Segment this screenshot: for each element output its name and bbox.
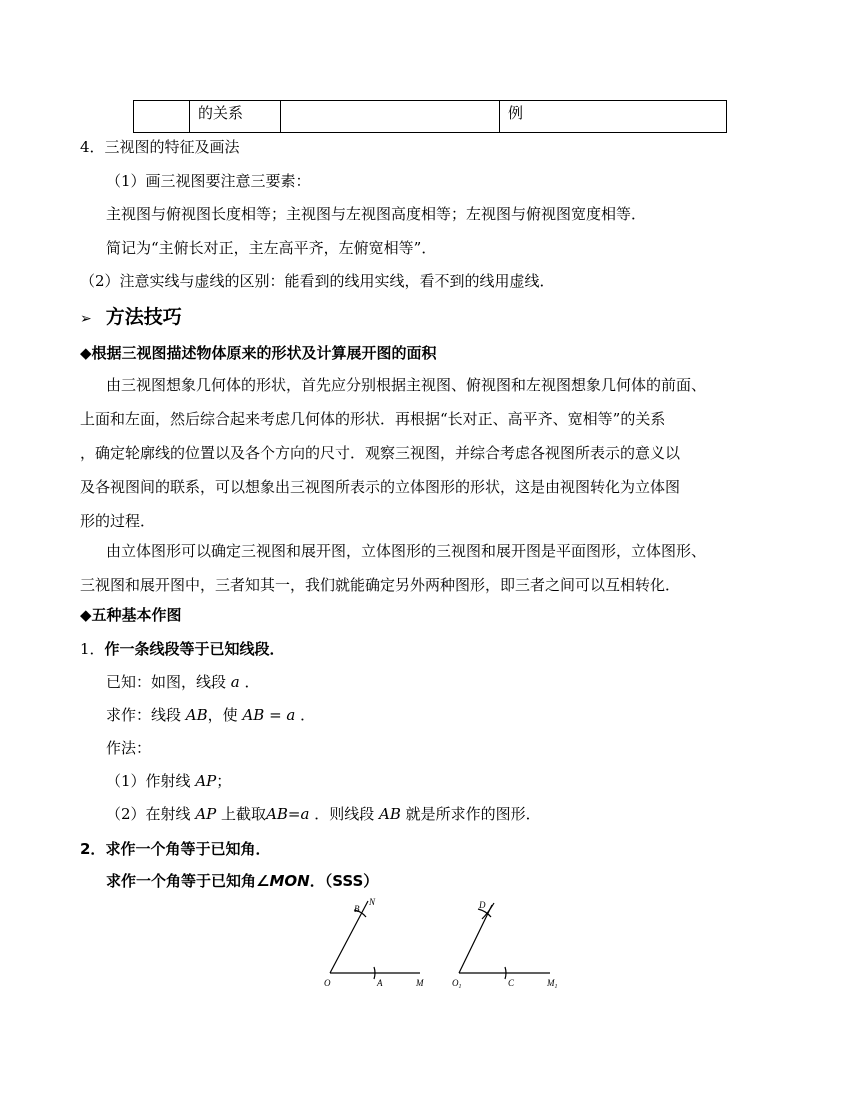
angle-construction-figure — [318, 895, 568, 995]
text: ．（SSS） — [309, 872, 379, 890]
table-cell: 的关系 — [190, 101, 281, 133]
construction2-title — [80, 838, 270, 859]
text: 就是所求作的图形． — [405, 805, 541, 823]
variable: AB — [185, 706, 208, 724]
original-angle-diagram — [330, 901, 420, 979]
given-line — [106, 671, 260, 692]
label-o1: $O_1$ — [452, 978, 462, 990]
bullet-arrow-icon: ➢ — [80, 311, 92, 327]
text: ，使 — [207, 706, 238, 724]
text: （1）作射线 — [106, 772, 191, 790]
find-line — [106, 704, 315, 725]
topic1-paragraph2 — [80, 534, 782, 602]
step1 — [106, 770, 231, 791]
ray-o1d — [459, 905, 492, 973]
label-n: N — [369, 897, 376, 907]
construction-title: 求作一个角等于已知角． — [105, 840, 271, 858]
topic2-heading: ◆五种基本作图 — [80, 606, 182, 624]
variable: a — [230, 673, 240, 691]
ray-on — [330, 901, 368, 973]
step2 — [106, 803, 541, 824]
label-d: D — [479, 900, 486, 910]
method-label: 作法： — [106, 739, 152, 757]
paragraph-line: 及各视图间的联系，可以想象出三视图所表示的立体图形的形状，这是由视图转化为立体图 — [80, 478, 681, 496]
text: ． — [300, 706, 316, 724]
paragraph-line: 由三视图想象几何体的形状，首先应分别根据主视图、俯视图和左视图想象几何体的前面、 — [106, 376, 707, 394]
label-c: C — [508, 978, 515, 988]
text: ．则线段 — [314, 805, 375, 823]
construction2-subtitle — [106, 870, 378, 891]
label-m1: $M_1$ — [547, 978, 558, 990]
text: 求作：线段 — [106, 706, 182, 724]
constructed-angle-diagram — [459, 903, 550, 979]
table-cell: 例 — [500, 101, 727, 133]
variable: AB — [379, 805, 401, 823]
methods-heading — [80, 302, 182, 329]
section4-mnemonic: 简记为“主俯长对正，主左高平齐，左俯宽相等”． — [106, 239, 437, 257]
text: （2）在射线 — [106, 805, 191, 823]
table-cell — [134, 101, 190, 133]
table-cell — [281, 101, 500, 133]
variable: AB — [242, 706, 265, 724]
construction1-title — [80, 638, 285, 659]
variable: MON — [269, 872, 310, 890]
label-m: M — [416, 978, 424, 988]
text: ． — [244, 673, 260, 691]
paragraph-line: ，确定轮廓线的位置以及各个方向的尺寸．观察三视图，并综合考虑各视图所表示的意义以 — [80, 444, 681, 462]
methods-heading-text: 方法技巧 — [105, 306, 182, 328]
text: ； — [216, 772, 232, 790]
paragraph-line: 形的过程． — [80, 512, 156, 530]
label-o: O — [324, 978, 331, 988]
text: 上截取 — [221, 805, 267, 823]
label-a: A — [377, 978, 383, 988]
table-fragment — [133, 100, 727, 133]
paragraph-line: 三视图和展开图中，三者知其一，我们就能确定另外两种图形，即三者之间可以互相转化． — [80, 576, 681, 594]
text: 已知：如图，线段 — [106, 673, 227, 691]
topic1-paragraph1 — [80, 368, 782, 538]
text: = — [264, 706, 287, 724]
section4-item2: （2）注意实线与虚线的区别：能看到的线用实线，看不到的线用虚线． — [80, 272, 555, 290]
text: 求作一个角等于已知角∠ — [106, 872, 270, 890]
variable: a — [286, 706, 296, 724]
construction-number: 1． — [80, 640, 105, 658]
variable: AP — [195, 805, 217, 823]
paragraph-line: 由立体图形可以确定三视图和展开图，立体图形的三视图和展开图是平面图形，立体图形、 — [106, 542, 707, 560]
variable: AB=a — [266, 805, 310, 823]
label-b: B — [354, 904, 360, 914]
section4-rule: 主视图与俯视图长度相等；主视图与左视图高度相等；左视图与俯视图宽度相等． — [106, 205, 647, 223]
construction-title: 作一条线段等于已知线段． — [104, 640, 285, 658]
section4-title: 4．三视图的特征及画法 — [80, 138, 240, 156]
paragraph-line: 上面和左面，然后综合起来考虑几何体的形状．再根据“长对正、高平齐、宽相等”的关系 — [80, 410, 666, 428]
variable: AP — [195, 772, 217, 790]
section4-item1: （1）画三视图要注意三要素： — [106, 172, 311, 190]
construction-number: 2． — [80, 840, 106, 858]
topic1-heading: ◆根据三视图描述物体原来的形状及计算展开图的面积 — [80, 344, 437, 362]
